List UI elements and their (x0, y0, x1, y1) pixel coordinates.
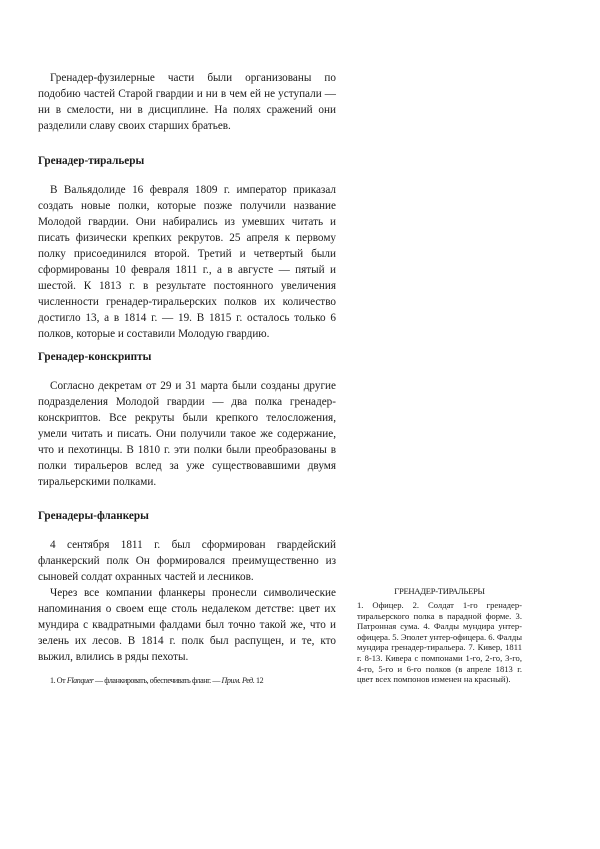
caption-text: 1. Офицер. 2. Солдат 1-го гренадер-тиральерского полка в парадной форме. 3. Патронная сума. 4. Фалды мундира унтер-офицера. 5. Эполет унтер-офицера. 6. Фалды мундира гренадер-тиральера. 7. Кивер, 1811 г. 8-13. Кивера с помпонами 1-го, 2-го, 3-го, 4-го, 5-го и 6-го полков (в апреле 1813 г. цвет всех помпонов изменен на красный). (357, 600, 522, 685)
intro-block (38, 70, 336, 134)
heading-flankers: Гренадеры-фланкеры (38, 510, 149, 522)
tirailleurs-paragraph: В Вальядолиде 16 февраля 1809 г. император приказал создать новые полки, которые позже получили название Молодой гвардии. Они набирались из умевших читать и писать физически крепких рекрутов. 25 апреля к первому полку присоединился второй. Третий и четвертый были сформированы 10 февраля 1811 г., а в августе — пятый и шестой. К 1813 г. в результате постоянного увеличения численности гренадер-тиральерских полков их количество достигло 13, а в 1814 г. — 19. В 1815 г. осталось только 6 полков, которые и составили Молодую гвардию. (38, 184, 336, 340)
illustration-caption (357, 586, 522, 685)
flankers-block (38, 537, 336, 665)
caption-title: ГРЕНАДЕР-ТИРАЛЬЕРЫ (394, 586, 485, 596)
intro-paragraph: Гренадер-фузилерные части были организованы по подобию частей Старой гвардии и ни в чем ей не уступали — ни в смелости, ни в дисциплине. На полях сражений они разделили славу своих старших братьев. (38, 72, 336, 132)
footnote-term: Flanquer (66, 676, 94, 685)
footnote (50, 676, 263, 685)
heading-conscripts: Гренадер-конскрипты (38, 351, 152, 363)
flankers-paragraph-2: Через все компании фланкеры пронесли символические напоминания о своем еще столь недалеком детстве: цвет их мундира с квадратными фалдами был точно такой же, что и зелень их лесов. В 1814 г. полк был распущен, и те, кто выжил, влились в ряды пехоты. (38, 587, 336, 663)
footnote-source: Прим. Ред. (221, 676, 255, 685)
conscripts-block (38, 378, 336, 490)
footnote-page: 12 (254, 676, 264, 685)
flankers-paragraph-1: 4 сентября 1811 г. был сформирован гвардейский фланкерский полк Он формировался преимущественно из сыновей солдат охранных частей и лесников. (38, 539, 336, 583)
tirailleurs-block (38, 182, 336, 342)
footnote-prefix: 1. От (50, 676, 67, 685)
footnote-definition: — фланкировать, обеспечивать фланг. — (93, 676, 222, 685)
heading-tirailleurs: Гренадер-тиральеры (38, 155, 145, 167)
conscripts-paragraph: Согласно декретам от 29 и 31 марта были созданы другие подразделения Молодой гвардии — два полка гренадер-конскриптов. Все рекруты были крепкого телосложения, умели читать и писать. Они получили такое же содержание, что и пехотинцы. В 1810 г. эти полки были преобразованы в полки тиральеров вслед за уже существовавшими двумя тиральерскими полками. (38, 380, 336, 488)
